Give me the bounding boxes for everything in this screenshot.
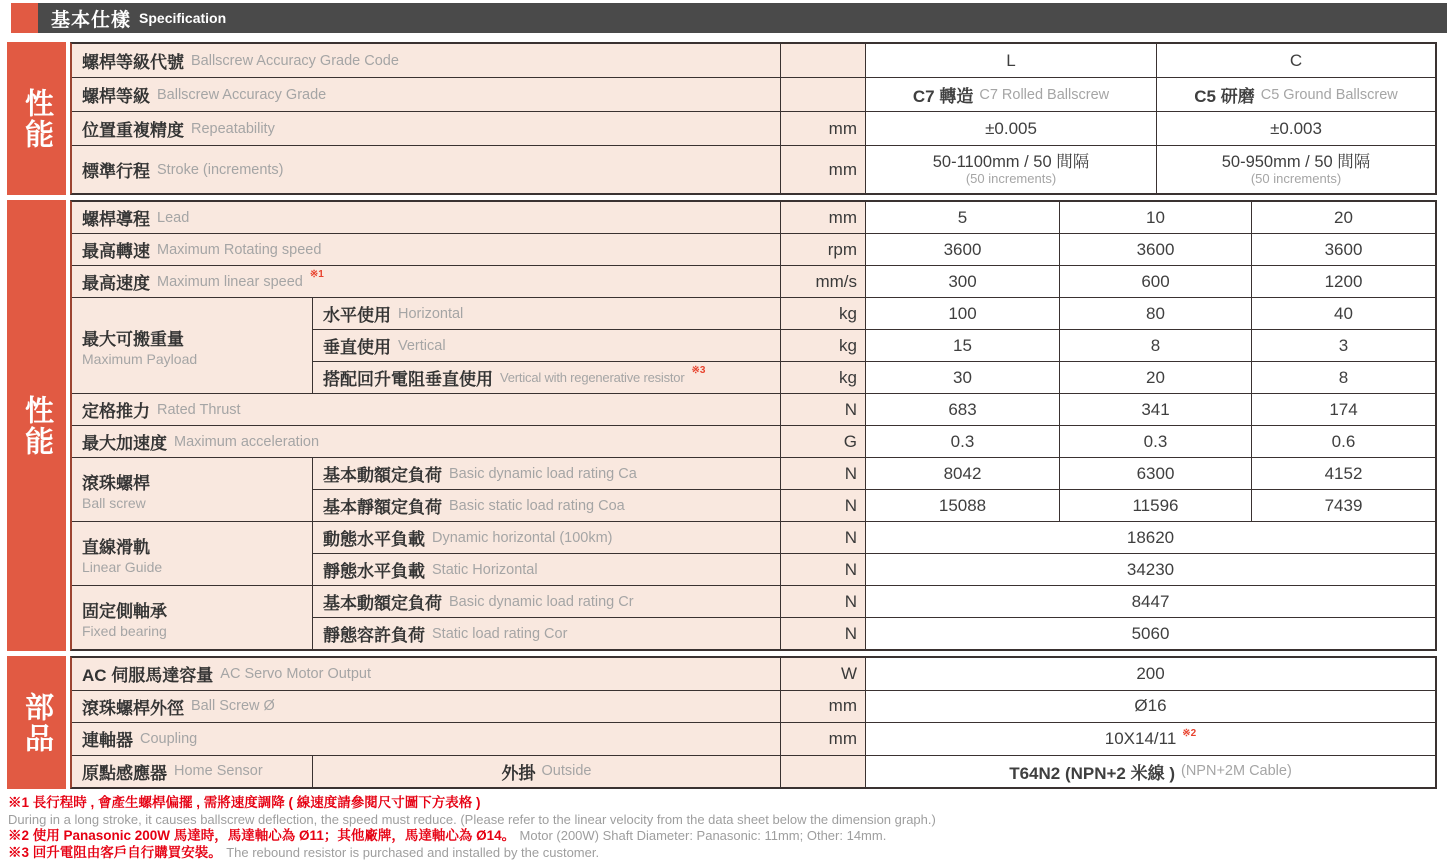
unit-cell: G <box>781 426 865 457</box>
unit-cell: mm/s <box>781 266 865 297</box>
footnote-marker: ※1 <box>309 269 324 280</box>
value-cell-thrust-3: 174 <box>1252 394 1435 425</box>
row-label: AC 伺服馬達容量 AC Servo Motor Output <box>72 658 780 690</box>
value-cell-lead-10: 10 <box>1060 202 1251 233</box>
unit-cell: rpm <box>781 234 865 265</box>
unit-cell: mm <box>781 112 865 145</box>
value-cell-speed-2: 600 <box>1060 266 1251 297</box>
spec-section-parts <box>7 656 1437 789</box>
value-cell-cr: 8447 <box>866 586 1435 617</box>
unit-cell: N <box>781 394 865 425</box>
value-cell-horizontal-2: 80 <box>1060 298 1251 329</box>
value-cell-thrust-2: 341 <box>1060 394 1251 425</box>
row-label: 連軸器 Coupling <box>72 723 780 755</box>
value-cell-grade-L: C7 轉造 C7 Rolled Ballscrew <box>866 78 1156 111</box>
value-cell-accel-2: 0.3 <box>1060 426 1251 457</box>
value-cell-grade-code-L: L <box>866 44 1156 77</box>
sub-row-label: 基本動額定負荷 Basic dynamic load rating Cr <box>313 586 780 617</box>
value-cell-rpm-1: 3600 <box>866 234 1059 265</box>
spec-section-performance-2 <box>7 200 1437 651</box>
value-cell-accel-3: 0.6 <box>1252 426 1435 457</box>
value-cell-grade-C: C5 研磨 C5 Ground Ballscrew <box>1157 78 1435 111</box>
row-label: 最大加速度 Maximum acceleration <box>72 426 780 457</box>
unit-cell: N <box>781 458 865 489</box>
value-cell-screw-diameter: Ø16 <box>866 691 1435 723</box>
footnote-marker: ※2 <box>1182 728 1197 739</box>
group-label-linear-guide: 直線滑軌 Linear Guide <box>72 522 312 585</box>
footnote-2: ※2 使用 Panasonic 200W 馬達時，馬達軸心為 Ø11；其他廠牌，馬達軸心為 Ø14。 Motor (200W) Shaft Diameter: Panasonic: 11mm; Other: 14mm. <box>8 828 887 843</box>
unit-cell <box>781 756 865 788</box>
sidebar-performance-2: 性能 <box>7 200 66 651</box>
value-cell-vertical-3: 3 <box>1252 330 1435 361</box>
spec-table-1 <box>70 42 1437 195</box>
value-cell-vertical-2: 8 <box>1060 330 1251 361</box>
sub-row-label: 水平使用 Horizontal <box>313 298 780 329</box>
row-label: 定格推力 Rated Thrust <box>72 394 780 425</box>
page-title-zh: 基本仕樣 <box>51 9 132 31</box>
unit-cell: N <box>781 522 865 553</box>
value-cell-ca-1: 8042 <box>866 458 1059 489</box>
sub-row-label: 動態水平負載 Dynamic horizontal (100km) <box>313 522 780 553</box>
spec-table-3 <box>70 656 1437 789</box>
header-title-bar <box>38 3 1447 33</box>
group-label-ball-screw: 滾珠螺桿 Ball screw <box>72 458 312 521</box>
unit-cell <box>781 78 865 111</box>
unit-cell: mm <box>781 202 865 233</box>
footnote-1-zh: ※1 長行程時 , 會產生螺桿偏擺 , 需將速度調降 ( 線速度請參閱尺寸圖下方表格 ) <box>8 795 481 810</box>
value-cell-cor: 5060 <box>866 618 1435 649</box>
unit-cell: N <box>781 586 865 617</box>
row-label: 原點感應器 Home Sensor <box>72 756 312 788</box>
value-cell-lead-20: 20 <box>1252 202 1435 233</box>
sub-row-label: 靜態容許負荷 Static load rating Cor <box>313 618 780 649</box>
unit-cell: mm <box>781 691 865 723</box>
unit-cell: kg <box>781 362 865 393</box>
sub-row-label: 靜態水平負載 Static Horizontal <box>313 554 780 585</box>
value-cell-vert-resistor-3: 8 <box>1252 362 1435 393</box>
value-cell-coa-1: 15088 <box>866 490 1059 521</box>
value-cell-vertical-1: 15 <box>866 330 1059 361</box>
unit-cell <box>781 44 865 77</box>
unit-cell: kg <box>781 330 865 361</box>
value-cell-repeatability-L: ±0.005 <box>866 112 1156 145</box>
sub-row-label: 垂直使用 Vertical <box>313 330 780 361</box>
page-header <box>11 3 1447 33</box>
row-label: 位置重複精度 Repeatability <box>72 112 780 145</box>
unit-cell: mm <box>781 146 865 193</box>
unit-cell: W <box>781 658 865 690</box>
page-title-en: Specification <box>139 10 227 26</box>
value-cell-static-horizontal: 34230 <box>866 554 1435 585</box>
footnote-1-en: During in a long stroke, it causes ballscrew deflection, the speed must reduce. (Please refer to the linear velocity from the data sheet below the dimension graph.) <box>8 811 936 827</box>
footnotes <box>8 795 1447 861</box>
value-cell-vert-resistor-1: 30 <box>866 362 1059 393</box>
value-cell-lead-5: 5 <box>866 202 1059 233</box>
header-accent-square <box>11 3 38 33</box>
value-cell-coa-2: 11596 <box>1060 490 1251 521</box>
footnote-marker: ※3 <box>691 365 706 376</box>
sub-row-label: 基本靜額定負荷 Basic static load rating Coa <box>313 490 780 521</box>
value-cell-coa-3: 7439 <box>1252 490 1435 521</box>
row-label: 螺桿等級 Ballscrew Accuracy Grade <box>72 78 780 111</box>
value-cell-dynamic-horizontal: 18620 <box>866 522 1435 553</box>
value-cell-speed-1: 300 <box>866 266 1059 297</box>
value-cell-coupling: 10X14/11 ※2 <box>866 723 1435 755</box>
sidebar-parts: 部品 <box>7 656 66 789</box>
spec-section-performance-1 <box>7 42 1437 195</box>
row-label: 最高轉速 Maximum Rotating speed <box>72 234 780 265</box>
value-cell-ca-3: 4152 <box>1252 458 1435 489</box>
value-cell-home-sensor: T64N2 (NPN+2 米線 ) (NPN+2M Cable) <box>866 756 1435 788</box>
value-cell-rpm-2: 3600 <box>1060 234 1251 265</box>
value-cell-vert-resistor-2: 20 <box>1060 362 1251 393</box>
value-cell-stroke-C: 50-950mm / 50 間隔 (50 increments) <box>1157 146 1435 193</box>
value-cell-thrust-1: 683 <box>866 394 1059 425</box>
value-cell-speed-3: 1200 <box>1252 266 1435 297</box>
value-cell-ca-2: 6300 <box>1060 458 1251 489</box>
value-cell-repeatability-C: ±0.003 <box>1157 112 1435 145</box>
value-cell-accel-1: 0.3 <box>866 426 1059 457</box>
row-label: 滾珠螺桿外徑 Ball Screw Ø <box>72 691 780 723</box>
row-label: 螺桿導程 Lead <box>72 202 780 233</box>
unit-cell: N <box>781 554 865 585</box>
value-cell-motor-output: 200 <box>866 658 1435 690</box>
value-cell-grade-code-C: C <box>1157 44 1435 77</box>
row-label: 標準行程 Stroke (increments) <box>72 146 780 193</box>
group-label-max-payload: 最大可搬重量 Maximum Payload <box>72 298 312 393</box>
sidebar-performance-1: 性能 <box>7 42 66 195</box>
value-cell-stroke-L: 50-1100mm / 50 間隔 (50 increments) <box>866 146 1156 193</box>
group-label-fixed-bearing: 固定側軸承 Fixed bearing <box>72 586 312 649</box>
footnote-3: ※3 回升電阻由客戶自行購買安裝。 The rebound resistor is purchased and installed by the customer. <box>8 844 600 860</box>
unit-cell: mm <box>781 723 865 755</box>
value-cell-horizontal-3: 40 <box>1252 298 1435 329</box>
unit-cell: N <box>781 490 865 521</box>
sub-row-label: 搭配回升電阻垂直使用 Vertical with regenerative resistor ※3 <box>313 362 780 393</box>
spec-table-2 <box>70 200 1437 651</box>
unit-cell: N <box>781 618 865 649</box>
row-label: 螺桿等級代號 Ballscrew Accuracy Grade Code <box>72 44 780 77</box>
sub-row-label-outside: 外掛 Outside <box>313 756 780 788</box>
sub-row-label: 基本動額定負荷 Basic dynamic load rating Ca <box>313 458 780 489</box>
unit-cell: kg <box>781 298 865 329</box>
value-cell-horizontal-1: 100 <box>866 298 1059 329</box>
row-label: 最高速度 Maximum linear speed ※1 <box>72 266 780 297</box>
value-cell-rpm-3: 3600 <box>1252 234 1435 265</box>
